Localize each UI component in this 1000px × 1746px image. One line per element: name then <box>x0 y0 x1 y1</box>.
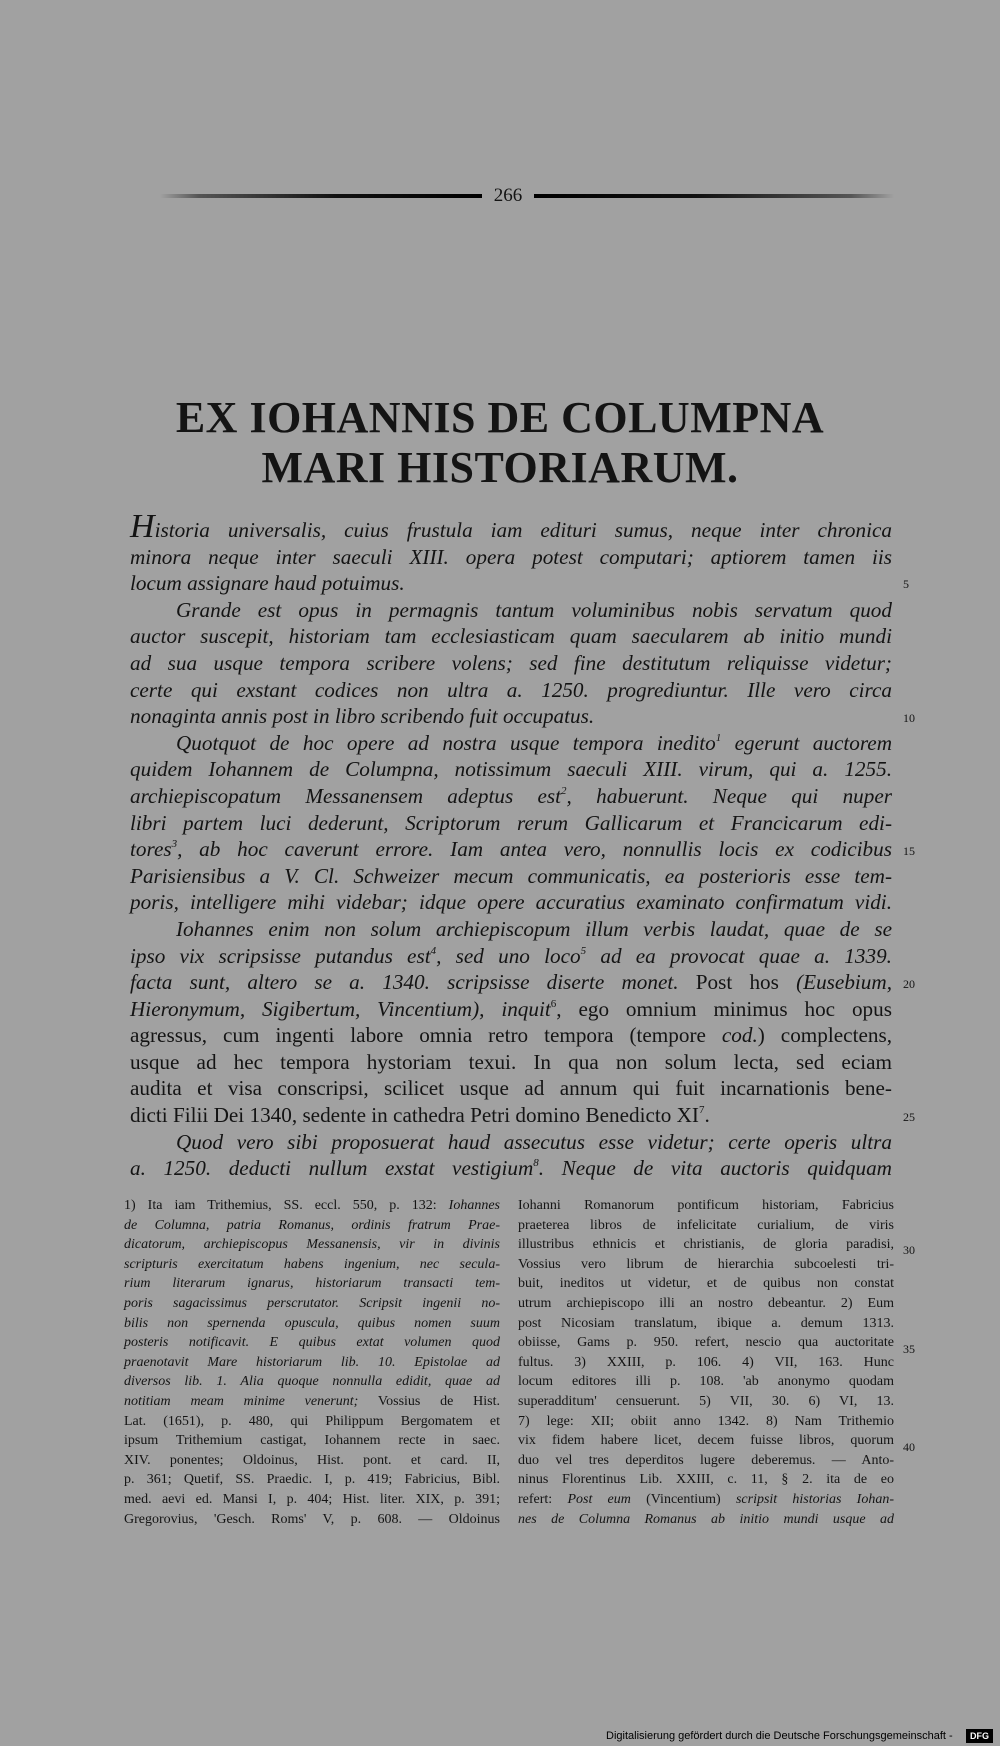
body-line-text: , ego omnium minimus hoc opus <box>556 996 892 1021</box>
footnote-line: locum editores illi p. 108. 'ab anonymo quodam <box>518 1374 894 1390</box>
footnote-ref: 6 <box>550 997 557 1010</box>
footnote-ref: 1 <box>715 731 722 744</box>
footnote-line: illustribus ethnicis et christianis, de gloria paradisi, <box>518 1237 894 1253</box>
body-line <box>130 836 892 863</box>
body-line: minora neque inter saeculi XIII. opera potest computari; aptiorem tamen iis <box>130 544 892 569</box>
footnote-line: med. aevi ed. Mansi I, p. 404; Hist. liter. XIX, p. 391; <box>124 1491 500 1507</box>
body-line-text: facta sunt, altero se a. 1340. scripsisse diserte monet. <box>130 970 679 995</box>
footnote-line: 7) lege: XII; obiit anno 1342. 8) Nam Trithemio <box>518 1413 894 1429</box>
footnote-line: p. 361; Quetif, SS. Praedic. I, p. 419; Fabricius, Bibl. <box>124 1472 500 1488</box>
body-line-text: istoria universalis, cuius frustula iam edituri sumus, neque inter chronica <box>154 518 892 542</box>
footnote-line: Vossius vero librum de hierarchia subcoelesti tri- <box>518 1256 894 1272</box>
body-line-text: ipso vix scripsisse putandus est <box>130 943 431 968</box>
footnote-line: duo vel tres deperditos lugere deberemus. — Anto- <box>518 1452 894 1468</box>
title-line: MARI HISTORIARUM. <box>261 443 739 492</box>
body-line: nonaginta annis post in libro scribendo fuit occupatus. <box>130 704 595 729</box>
header-rule-left <box>160 194 482 198</box>
page-header <box>160 184 894 208</box>
body-line: certe qui exstant codices non ultra a. 1250. progrediuntur. Ille vero circa <box>130 677 892 702</box>
footnote-line: ninus Florentinus Lib. XXIII, c. 11, § 2. ita de eo <box>518 1472 894 1488</box>
footnote-text: 1) Ita iam Trithemius, SS. eccl. 550, p. 132: <box>124 1198 449 1213</box>
body-line <box>130 1102 892 1129</box>
body-line <box>130 730 892 757</box>
footnote-line: poris sagacissimus perscrutator. Scripsit ingenii no- <box>124 1295 500 1311</box>
footnote-text: (Vincentium) <box>630 1491 736 1507</box>
footnote-line <box>124 1196 500 1216</box>
body-line-text: tores <box>130 837 172 862</box>
body-line-text: Post hos <box>678 970 797 995</box>
footnote-text: scripsit historias Iohan- <box>735 1491 894 1507</box>
footnote-line: posteris notificavit. E quibus extat volumen quod <box>124 1335 500 1351</box>
body-line-text: dicti Filii Dei 1340, sedente in cathedra Petri domino Benedicto XI <box>130 1103 699 1128</box>
footnote-line: dicatorum, archiepiscopus Messanensis, vir in divinis <box>124 1237 500 1253</box>
body-line-text: egerunt auctorem <box>721 730 893 755</box>
footnote-line: superadditum' censuerunt. 5) VII, 30. 6) VI, 13. <box>518 1393 894 1409</box>
footnote-line: praeterea libros de infelicitate curialium, de viris <box>518 1217 894 1233</box>
line-number: 20 <box>903 977 915 991</box>
body-line: audita et visa conscripsi, scilicet usque ad annum qui fuit incarnationis bene- <box>130 1076 892 1101</box>
dfg-logo: DFG <box>966 1729 993 1743</box>
line-number: 15 <box>903 844 915 858</box>
footnote-line: Gregorovius, 'Gesch. Roms' V, p. 608. — Oldoinus <box>124 1511 500 1527</box>
footnote-line: utrum archiepiscopo illi an nostro debeantur. 2) Eum <box>518 1295 894 1311</box>
body-line-text: cod. <box>721 1023 758 1048</box>
body-line-text: . Neque de vita auctoris quidquam <box>538 1156 892 1181</box>
line-number: 25 <box>903 1110 915 1124</box>
body-line-text: ad ea provocat quae a. 1339. <box>586 943 892 968</box>
body-line: auctor suscepit, historiam tam ecclesiasticam quam saecularem ab initio mundi <box>130 624 892 649</box>
footnote-line: vix fidem habere licet, decem fuisse libros, quorum <box>518 1433 894 1449</box>
body-line-text: , ab hoc caverunt errore. Iam antea vero, nonnullis locis ex codicibus <box>177 837 892 862</box>
footnote-text: Iohannes <box>448 1198 500 1213</box>
page-title <box>0 393 1000 493</box>
footnote-text: notitiam meam minime venerunt; <box>124 1393 359 1409</box>
line-number: 5 <box>903 577 909 591</box>
body-line-text: . <box>704 1103 710 1128</box>
footnote-ref: 3 <box>171 838 178 851</box>
footnote-line <box>124 1392 500 1412</box>
body-line: Quod vero sibi proposuerat haud assecutus esse videtur; certe operis ultra <box>176 1129 892 1154</box>
footnote-ref: 2 <box>561 784 567 797</box>
footnote-line: bilis non spernenda opuscula, quibus nomen suum <box>124 1315 500 1331</box>
footnote-text: Post eum <box>567 1491 631 1507</box>
body-text <box>130 508 893 1182</box>
body-line <box>130 783 892 810</box>
body-line: quidem Iohannem de Columpna, notissimum saeculi XIII. virum, qui a. 1255. <box>130 757 892 782</box>
body-line <box>130 1155 892 1182</box>
body-line <box>130 1022 892 1049</box>
body-line: Parisiensibus a V. Cl. Schweizer mecum communicatis, ea posterioris esse tem- <box>130 863 892 888</box>
footnote-line: XIV. ponentes; Oldoinus, Hist. pont. et card. II, <box>124 1452 500 1468</box>
body-line-text: ) complectens, <box>757 1023 892 1048</box>
footnote-line: scripturis exercitatum habens ingenium, nec secula- <box>124 1256 500 1272</box>
body-line-text: Hieronymum, Sigibertum, Vincentium), inquit <box>130 996 551 1021</box>
footnote-ref: 7 <box>699 1104 705 1117</box>
line-number: 40 <box>903 1440 915 1454</box>
footnote-line: post Nicosiam translatum, ibique a. demum 1313. <box>518 1315 894 1331</box>
header-rule-right <box>534 194 894 198</box>
body-line <box>130 508 892 545</box>
initial-letter: H <box>130 508 155 545</box>
body-line-text: (Eusebium, <box>796 970 892 995</box>
footnote-line: Iohanni Romanorum pontificum historiam, Fabricius <box>518 1198 894 1213</box>
body-line <box>130 943 892 970</box>
page-number: 266 <box>493 185 523 206</box>
body-line: usque ad hec tempora hystoriam texui. In qua non solum lecta, sed eciam <box>130 1049 892 1074</box>
footnote-line: nes de Columna Romanus ab initio mundi usque ad <box>518 1511 894 1527</box>
footnote-text: refert: <box>518 1491 568 1507</box>
footnote-line: ipsum Trithemium castigat, Iohannem recte in saec. <box>124 1433 500 1449</box>
footnote-line: diversos lib. 1. Alia quoque nonnulla edidit, quae ad <box>124 1374 500 1390</box>
footnote-line: praenotavit Mare historiarum lib. 10. Epistolae ad <box>124 1354 500 1370</box>
body-line <box>130 969 892 996</box>
body-line: poris, intelligere mihi videbar; idque opere accuratius examinato confirmatum vidi. <box>130 890 892 915</box>
body-line: libri partem luci dederunt, Scriptorum rerum Gallicarum et Francicarum edi- <box>130 810 892 835</box>
footnote-ref: 4 <box>430 944 437 957</box>
line-number: 30 <box>903 1243 915 1257</box>
footnotes-left-column <box>124 1196 500 1529</box>
footnotes-right-column <box>518 1196 894 1529</box>
body-line-text: , sed uno loco <box>436 943 581 968</box>
body-line: Iohannes enim non solum archiepiscopum illum verbis laudat, quae de se <box>176 916 892 941</box>
body-line-text: , habuerunt. Neque qui nuper <box>566 783 892 808</box>
body-line <box>130 996 892 1023</box>
body-line-text: a. 1250. deducti nullum exstat vestigium <box>130 1156 534 1181</box>
footnote-line: Lat. (1651), p. 480, qui Philippum Bergomatem et <box>124 1413 500 1429</box>
footnote-line: de Columna, patria Romanus, ordinis fratrum Prae- <box>124 1217 500 1233</box>
footnote-line <box>518 1490 894 1510</box>
body-line-text: archiepiscopatum Messanensem adeptus est <box>130 783 562 808</box>
footnote-line: rium literarum ignarus, historiarum transacti tem- <box>124 1276 500 1292</box>
footnote-line: fultus. 3) XXIII, p. 106. 4) VII, 163. Hunc <box>518 1354 894 1370</box>
line-number: 35 <box>903 1342 915 1356</box>
footnote-text: Vossius de Hist. <box>358 1393 500 1409</box>
footnote-ref: 5 <box>580 944 587 957</box>
footnote-ref: 8 <box>533 1157 539 1170</box>
body-line: Grande est opus in permagnis tantum voluminibus nobis servatum quod <box>176 597 892 622</box>
title-line: EX IOHANNIS DE COLUMPNA <box>175 393 825 442</box>
body-line: locum assignare haud potuimus. <box>130 571 405 596</box>
body-line: ad sua usque tempora scribere volens; sed fine destitutum reliquisse videtur; <box>130 650 892 675</box>
footnote-line: buit, ineditos ut videtur, et de quibus non constat <box>518 1276 894 1292</box>
digitization-credit: Digitalisierung gefördert durch die Deutsche Forschungsgemeinschaft - <box>606 1730 953 1742</box>
body-line-text: agressus, cum ingenti labore omnia retro tempora (tempore <box>130 1023 722 1048</box>
body-line-text: Quotquot de hoc opere ad nostra usque tempora inedito <box>176 730 716 755</box>
line-number: 10 <box>903 711 915 725</box>
footnote-line: obiisse, Gams p. 950. refert, nescio qua auctoritate <box>518 1335 894 1351</box>
